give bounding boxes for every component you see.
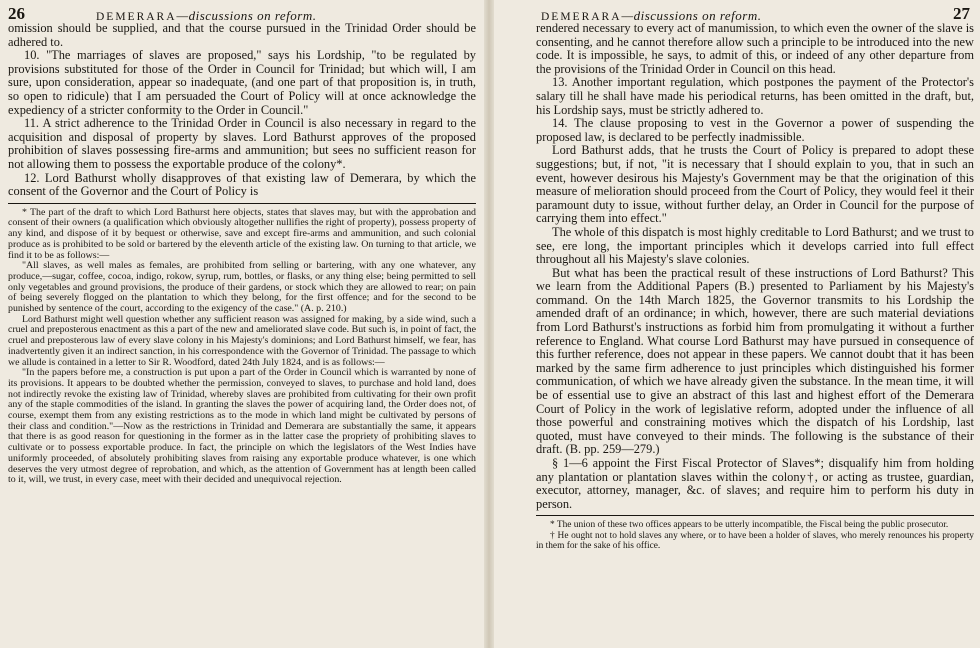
left-footnotes <box>8 208 476 486</box>
left-page-number: 26 <box>8 4 25 23</box>
left-running-head-subtitle: —discussions on reform. <box>176 8 317 23</box>
right-footnotes <box>536 520 974 552</box>
paragraph: 12. Lord Bathurst wholly disapproves of that existing law of Demerara, by which the consent of the Governor and the Court of Policy is <box>8 170 476 199</box>
footnote-divider <box>8 203 476 204</box>
paragraph: The whole of this dispatch is most highly creditable to Lord Bathurst; and we trust to see, ere long, the important principles which it develops carried into full effect throughout all his Majesty's slave colonies. <box>536 224 974 267</box>
paragraph: rendered necessary to every act of manumission, to which even the owner of the slave is consenting, and he cannot therefore allow such a principle to be introduced into the new code. It is impossible, he says, to admit of this, or indeed of any other departure from the provisions of the Trinidad Order in Council on this head. <box>536 21 974 76</box>
left-main-text <box>8 22 476 199</box>
paragraph: 14. The clause proposing to vest in the Governor a power of suspending the proposed law, is declared to be perfectly inadmissible. <box>536 116 974 144</box>
right-running-head-title: DEMERARA <box>541 11 622 23</box>
paragraph: 11. A strict adherence to the Trinidad Order in Council is also necessary in regard to the acquisition and disposal of property by slaves. Lord Bathurst approves of the proposed prohibition of slaves possessing fire-arms and ammunition; but sees no sufficient reason for not allowing them to possess the exportable produce of the colony*. <box>8 116 476 171</box>
left-running-head <box>8 6 476 22</box>
paragraph: omission should be supplied, and that the course pursued in the Trinidad Order should be adhered to. <box>8 21 476 49</box>
footnote-divider <box>536 515 974 516</box>
footnote-quote: "All slaves, as well males as females, are prohibited from selling or bartering, with any one whatever, any produce,—sugar, coffee, cocoa, indigo, rokow, syrup, rum, bottles, or flasks, or any thing else; being permitted to sell only vegetables and ground provisions, the produce of their gardens, or stock which they are allowed to rear; on pain of being severely flogged on the plantation to which they belong, for the first offence; and for the second to be punished by sentence of the court, according to the exigency of the case." (A. p. 210.) <box>8 260 476 315</box>
right-page-number: 27 <box>953 4 970 23</box>
paragraph: § 1—6 appoint the First Fiscal Protector of Slaves*; disqualify him from holding any plantation or plantation slaves within the colony†, or acting as trustee, guardian, executor, attorney, manager, &c. of slaves; and require him to perform his duty in person. <box>536 456 974 511</box>
right-running-head-subtitle: —discussions on reform. <box>621 8 762 23</box>
footnote: * The union of these two offices appears to be utterly incompatible, the Fiscal being the public prosecutor. <box>550 520 949 531</box>
right-running-head <box>536 6 974 22</box>
footnote: † He ought not to hold slaves any where, or to have been a holder of slaves, who merely renounces his property in them for the sake of his office. <box>536 530 974 552</box>
left-running-head-title: DEMERARA <box>96 11 177 23</box>
paragraph: But what has been the practical result of these instructions of Lord Bathurst? This we learn from the Additional Papers (B.) presented to Parliament by his Majesty's command. On the 14th March 1825, the Governor transmits to his Lordship the amended draft of an ordinance; in which, however, there are such material deviations from Lord Bathurst's instructions as forbid him from promulgating it without a further reference to England. What course Lord Bathurst may have pursued in consequence of this further reference, does not appear in these papers. We cannot doubt that it has been marked by the same firm adherence to just principles which distinguished his former communication, of which we have already given the substance. In the mean time, it will be of essential use to give an abstract of this last and highest effort of the Demerara Court of Policy in the work of legislative reform, adopted under the influence of all those powerful and constraining motives which the dispatch of his Lordship, last quoted, must have conveyed to their minds. The following is the substance of their draft. (B. pp. 259—279.) <box>536 265 974 457</box>
paragraph: 13. Another important regulation, which postpones the payment of the Protector's salary till he shall have made his periodical returns, has been omitted in the draft, but, his Lordship says, must be strictly adhered to. <box>536 75 974 117</box>
paragraph: Lord Bathurst adds, that he trusts the Court of Policy is prepared to adopt these suggestions; but, if not, "it is necessary that I should explain to you, that in such an event, however desirous his Majesty's Government may be that the origination of this measure of melioration should proceed from the Court of Policy, they would feel it their paramount duty to issue, without further delay, an Order in Council for the purpose of carrying them into effect." <box>536 143 974 226</box>
right-main-text <box>536 22 974 511</box>
footnote: Lord Bathurst might well question whether any sufficient reason was assigned for making, by a side wind, such a cruel and preposterous enactment as this a part of the new and ameliorated slave code. But such is, in point of fact, the cruel and preposterous law of every slave colony in his Majesty's dominions; and Lord Bathurst himself, we fear, has inadvertently given it an indirect sanction, in his correspondence with the Governor of Trinidad. The passage to which we allude is contained in a letter to Sir R. Woodford, dated 24th July 1824, and is as follows:— <box>8 313 476 368</box>
paragraph: 10. "The marriages of slaves are proposed," says his Lordship, "to be regulated by provisions substituted for those of the Order in Council for Trinidad; but which will, I am sure, upon consideration, appear so inadequate, (and one part of that proposition is, in truth, so open to ridicule) that I am persuaded the Court of Policy will at once acknowledge the expediency of a stricter conformity to the Order in Council." <box>8 48 476 117</box>
left-page <box>0 0 486 648</box>
right-page <box>492 0 980 648</box>
footnote: * The part of the draft to which Lord Bathurst here objects, states that slaves may, but with the approbation and consent of their owners (a qualification which obviously altogether nullifies the right of property), possess property of any kind, and dispose of it by bequest or otherwise, save and except fire-arms and ammunition, and such colonial produce as is prohibited to be sold or bartered by the eleventh article of the existing law. On turning to that article, we find it to be as follows:— <box>8 206 476 261</box>
footnote-quote: "In the papers before me, a construction is put upon a part of the Order in Council which is warranted by none of its provisions. It appears to be doubted whether the permission, conveyed to slaves, to purchase and hold land, does not indirectly revoke the existing law of Trinidad, whereby slaves are prohibited from cultivating for their own profit any of the staple commodities of the island. In granting the slaves the power of acquiring land, the Order does not, of course, exempt them from any existing restrictions as to the mode in which land might be cultivated by persons of their class and condition."—Now as the restrictions in Trinidad and Demerara are substantially the same, it appears that there is as good reason for questioning in the former as in the latter case the propriety of prohibiting slaves to cultivate or to possess exportable produce. In fact, the principle on which the legislators of the West Indies have uniformly proceeded, of absolutely prohibiting slaves from raising any exportable produce whatever, is one which deserves the very utmost degree of reprobation, and which, as the attention of Government has at length been called to it, will, we trust, in every case, meet with their decided and unequivocal rejection. <box>8 367 476 486</box>
